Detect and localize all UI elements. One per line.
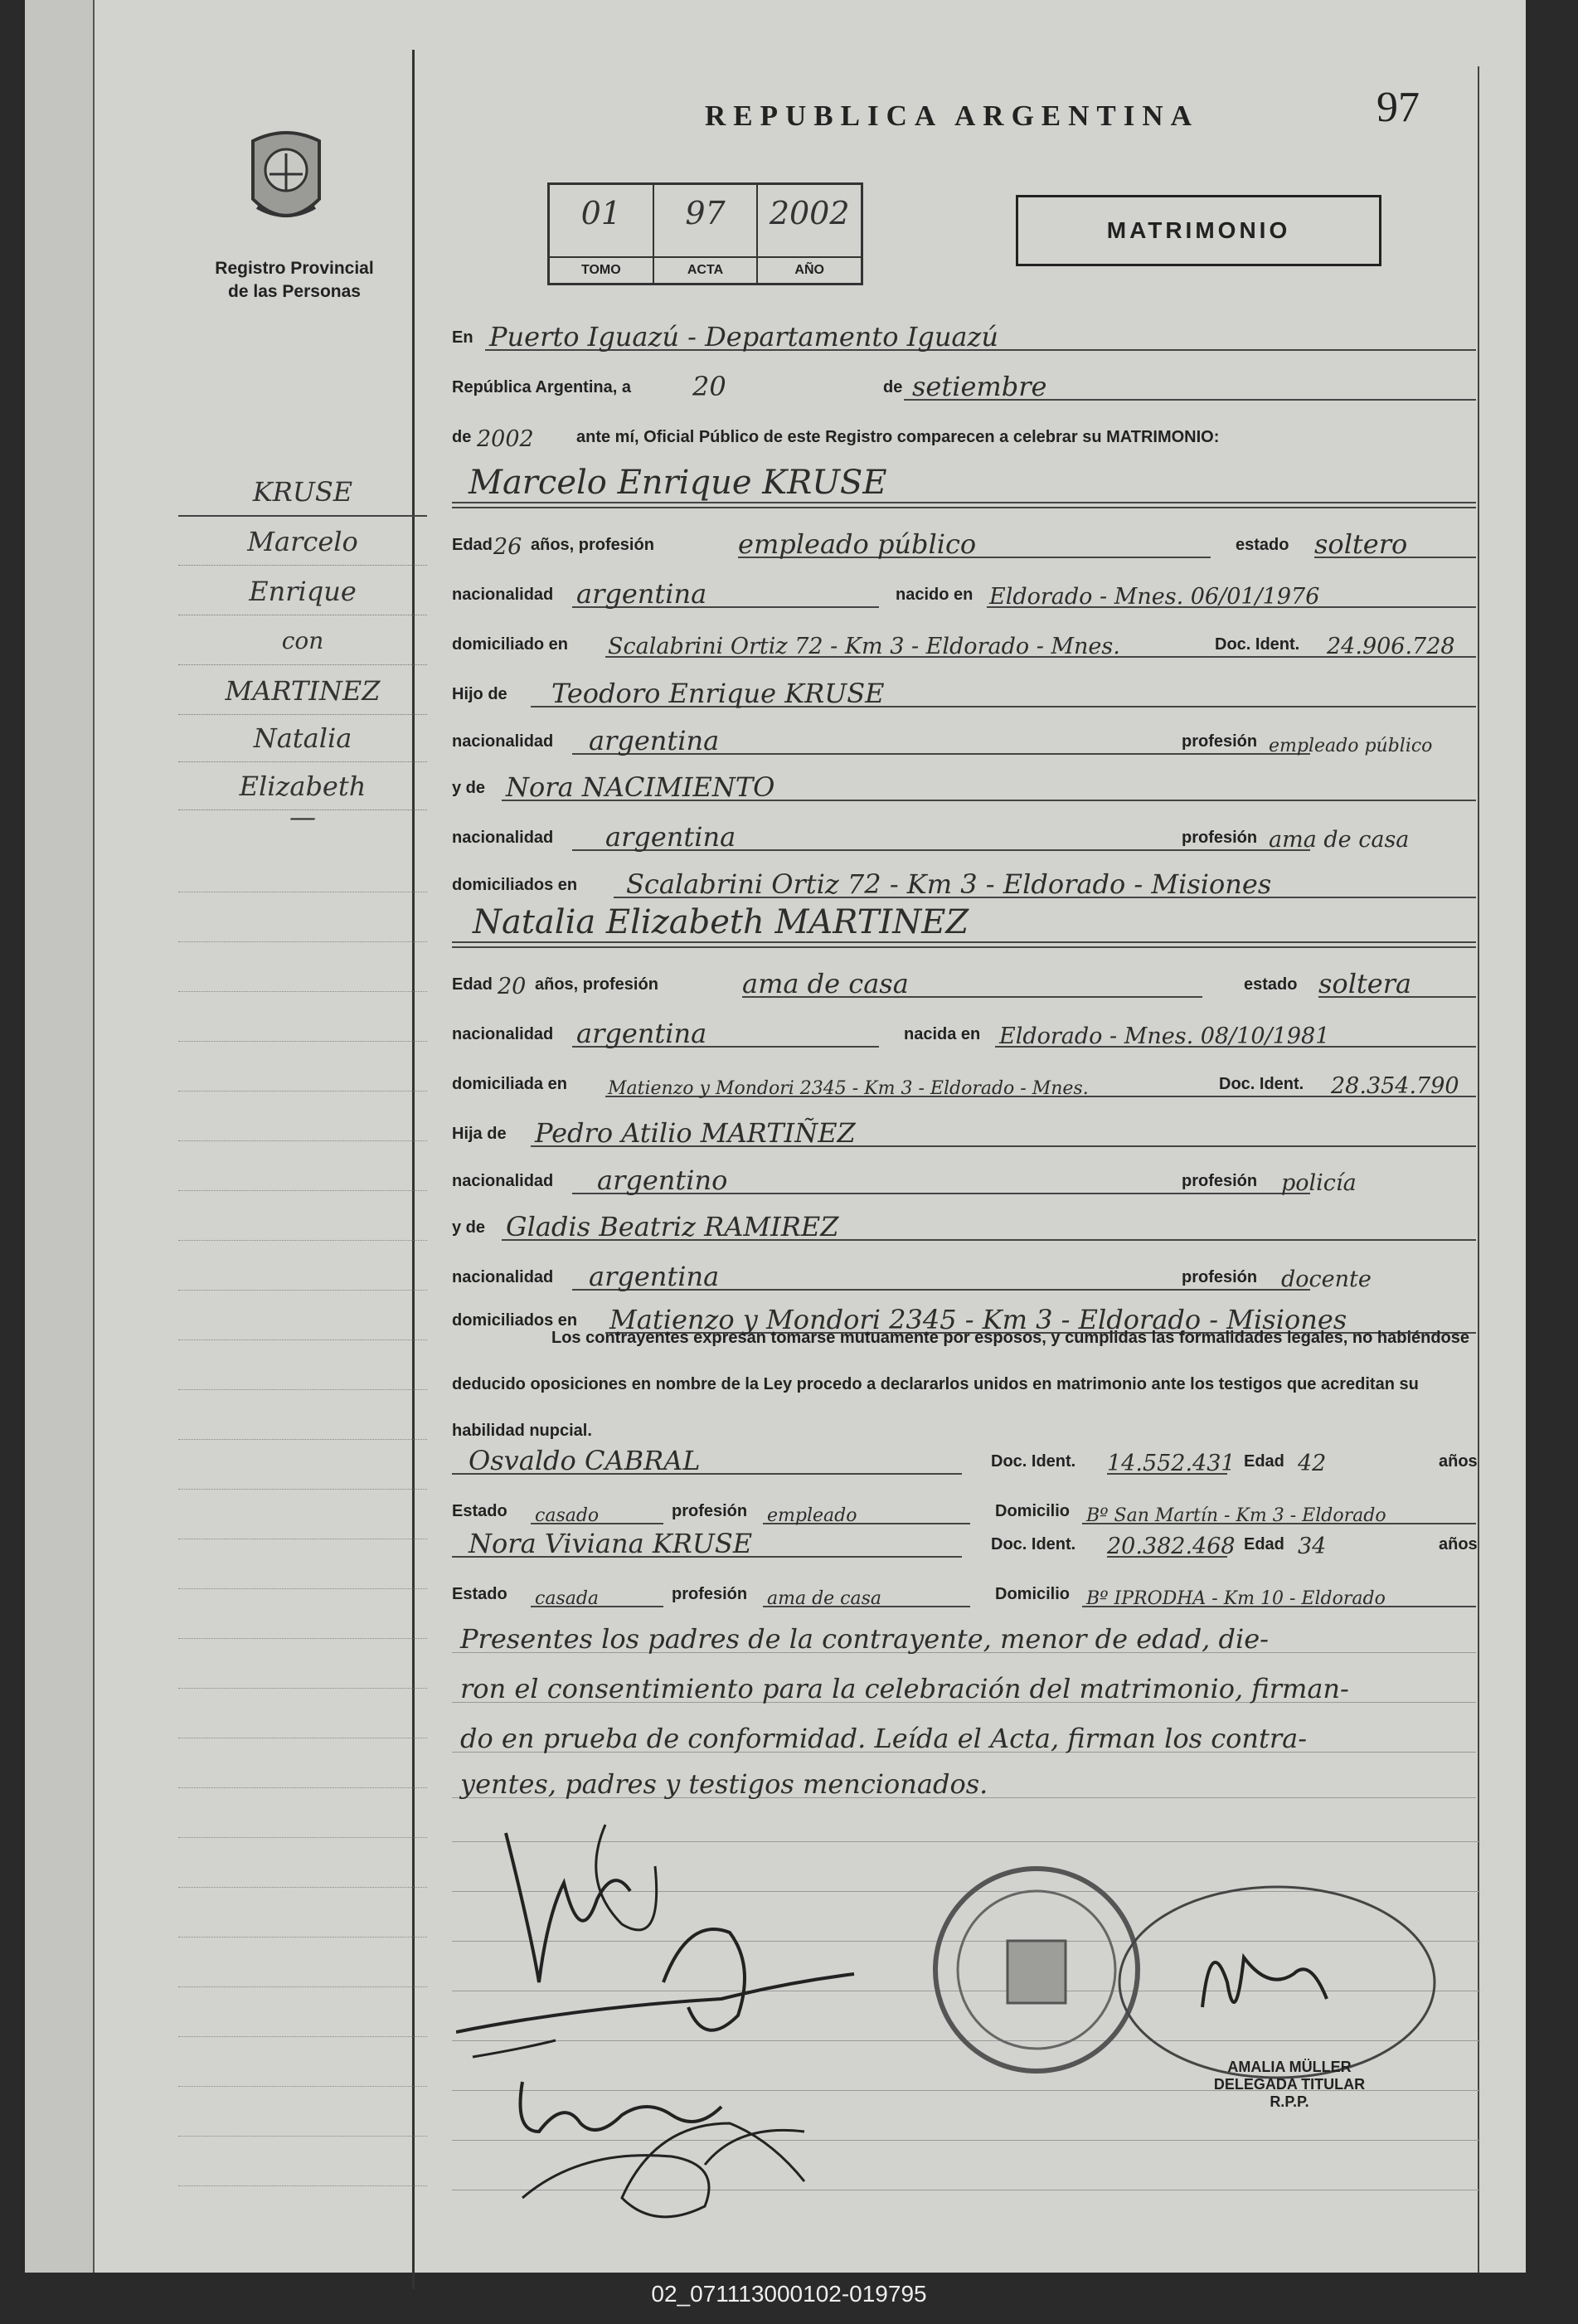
edad-label: Edad	[1244, 1535, 1284, 1553]
doc-label: Doc. Ident.	[1215, 635, 1300, 654]
nacida-label: nacida en	[904, 1025, 981, 1043]
bride-birth: Eldorado - Mnes. 08/10/1981	[999, 1023, 1330, 1049]
margin-dotline	[178, 991, 427, 993]
groom-mother: Nora NACIMIENTO	[506, 771, 775, 803]
witness-1-name: Osvaldo CABRAL	[469, 1445, 701, 1476]
margin-note: Enrique	[178, 568, 427, 615]
acta-cell	[654, 185, 759, 283]
book-spine	[25, 0, 95, 2273]
domiciliado-label: domiciliado en	[452, 635, 569, 654]
declaration-text: ante mí, Oficial Público de este Registro comparecen a celebrar su MATRIMONIO:	[576, 428, 1220, 446]
official-name: AMALIA MÜLLER	[1227, 2059, 1352, 2075]
anios-label: años, profesión	[531, 536, 654, 554]
official-block	[1186, 2059, 1393, 2111]
bride-mother-row	[452, 1201, 1476, 1247]
republica-label: República Argentina, a	[452, 378, 631, 396]
groom-father-row	[452, 668, 1476, 714]
tomo-cell	[550, 185, 654, 283]
groom-birth: Eldorado - Mnes. 06/01/1976	[989, 584, 1320, 610]
bride-nationality-row	[452, 1008, 1476, 1054]
registry-line-1: Registro Provincial	[215, 259, 374, 278]
groom-mother-nationality: argentina	[605, 821, 736, 853]
margin-note: con	[178, 618, 427, 665]
note-row	[452, 1613, 1476, 1660]
month-value: setiembre	[912, 371, 1047, 402]
registry-line-2: de las Personas	[228, 282, 361, 301]
bride-father-nat-row	[452, 1155, 1476, 1201]
hijo-de-label: Hijo de	[452, 685, 507, 703]
provincial-seal-icon	[236, 124, 336, 232]
margin-note: —	[289, 801, 316, 833]
edad-label: Edad	[1244, 1452, 1284, 1471]
margin-dotline	[178, 2136, 427, 2137]
bride-name: Natalia Elizabeth MARTINEZ	[473, 903, 969, 941]
anio-cell	[758, 185, 861, 283]
bride-parents-address: Matienzo y Mondori 2345 - Km 3 - Eldorado - Misiones	[609, 1304, 1347, 1335]
bride-father: Pedro Atilio MARTIÑEZ	[535, 1117, 856, 1149]
domiciliados-label: domiciliados en	[452, 1311, 578, 1330]
margin-dotline	[178, 1738, 427, 1739]
nacionalidad-label: nacionalidad	[452, 1025, 554, 1043]
groom-parents-address: Scalabrini Ortiz 72 - Km 3 - Eldorado - Misiones	[626, 868, 1272, 900]
bride-father-profession: policía	[1281, 1170, 1357, 1196]
acta-label: ACTA	[654, 256, 757, 283]
groom-age: 26	[493, 534, 522, 560]
witness-2-name: Nora Viviana KRUSE	[469, 1528, 753, 1559]
witness-2-detail-row	[452, 1568, 1476, 1614]
witness-1-status: casado	[535, 1505, 600, 1526]
nacionalidad-label: nacionalidad	[452, 829, 554, 847]
margin-dotline	[178, 1837, 427, 1839]
groom-civil-status: soltero	[1314, 528, 1408, 560]
bride-civil-status: soltera	[1318, 968, 1412, 999]
margin-dotline	[178, 1638, 427, 1640]
anios-label: años	[1439, 1452, 1478, 1471]
groom-nationality: argentina	[576, 578, 707, 610]
profesion-label: profesión	[1182, 1172, 1258, 1190]
image-id: 02_071113000102-019795	[651, 2281, 927, 2307]
bride-age-row	[452, 958, 1476, 1004]
day-value: 20	[692, 371, 726, 402]
edad-label: Edad	[452, 536, 493, 554]
hija-de-label: Hija de	[452, 1125, 507, 1143]
margin-dotline	[178, 1240, 427, 1242]
profesion-label: profesión	[1182, 1268, 1258, 1286]
nacido-label: nacido en	[896, 586, 974, 604]
edad-label: Edad	[452, 975, 493, 994]
groom-address-row	[452, 618, 1476, 664]
domicilio-label: Domicilio	[995, 1502, 1071, 1520]
estado-label: estado	[1236, 536, 1289, 554]
groom-nationality-row	[452, 568, 1476, 615]
doc-label: Doc. Ident.	[991, 1535, 1076, 1553]
bride-father-row	[452, 1107, 1476, 1154]
bride-profession: ama de casa	[742, 968, 909, 999]
witness-2-profession: ama de casa	[767, 1588, 882, 1609]
margin-note: Marcelo	[178, 518, 427, 566]
witness-1-row	[452, 1435, 1476, 1481]
anios-label: años, profesión	[535, 975, 658, 994]
anio-value: 2002	[769, 195, 850, 231]
margin-dotline	[178, 1091, 427, 1092]
bride-mother-nationality: argentina	[589, 1261, 720, 1292]
margin-dotline	[178, 2036, 427, 2038]
groom-father-nat-row	[452, 715, 1476, 761]
margin-rule	[412, 50, 415, 2289]
place-row	[452, 311, 1476, 357]
place-value: Puerto Iguazú - Departamento Iguazú	[489, 321, 998, 352]
registry-page	[25, 0, 1526, 2273]
groom-father-nationality: argentina	[589, 725, 720, 756]
margin-note: Natalia	[178, 715, 427, 762]
witness-2-address: Bº IPRODHA - Km 10 - Eldorado	[1086, 1588, 1386, 1609]
groom-address: Scalabrini Ortiz 72 - Km 3 - Eldorado - Mnes.	[608, 634, 1120, 659]
witness-1-profession: empleado	[767, 1505, 857, 1526]
y-de-label: y de	[452, 1218, 486, 1237]
tomo-value: 01	[580, 195, 622, 231]
margin-dotline	[178, 1190, 427, 1192]
bride-age: 20	[498, 974, 527, 999]
nacionalidad-label: nacionalidad	[452, 1268, 554, 1286]
signatures-icon	[456, 1767, 954, 2231]
estado-label: Estado	[452, 1585, 507, 1603]
margin-dotline	[178, 1688, 427, 1690]
groom-mother-profession: ama de casa	[1269, 827, 1410, 853]
bride-nationality: argentina	[576, 1018, 707, 1049]
note-row	[452, 1713, 1476, 1759]
y-de-label: y de	[452, 779, 486, 797]
profesion-label: profesión	[672, 1585, 748, 1603]
margin-note: KRUSE	[178, 469, 427, 517]
margin-dotline	[178, 1489, 427, 1490]
domiciliada-label: domiciliada en	[452, 1075, 567, 1093]
doc-label: Doc. Ident.	[1219, 1075, 1304, 1093]
anios-label: años	[1439, 1535, 1478, 1553]
estado-label: estado	[1244, 975, 1298, 994]
groom-doc: 24.906.728	[1327, 634, 1455, 659]
en-label: En	[452, 328, 473, 347]
domicilio-label: Domicilio	[995, 1585, 1071, 1603]
statement-text: Los contrayentes expresan tomarse mutuamente por esposos, y cumplidas las formalidades legales, no habiéndose deducido oposiciones en nombre de la Ley procedo a declararlos unidos en matrimonio ante los testigos que acreditan su habilidad nupcial.	[452, 1329, 1470, 1440]
de-label: de	[452, 428, 472, 446]
nacionalidad-label: nacionalidad	[452, 586, 554, 604]
margin-dotline	[178, 941, 427, 943]
estado-label: Estado	[452, 1502, 507, 1520]
profesion-label: profesión	[1182, 829, 1258, 847]
bride-name-row	[452, 900, 1476, 946]
groom-father-profession: empleado público	[1269, 736, 1433, 756]
groom-name-row	[452, 460, 1476, 507]
bride-mother-profession: docente	[1281, 1267, 1372, 1292]
margin-dotline	[178, 1140, 427, 1142]
margin-dotline	[178, 1937, 427, 1938]
groom-father: Teodoro Enrique KRUSE	[551, 678, 885, 709]
anio-label: AÑO	[758, 256, 861, 283]
profesion-label: profesión	[672, 1502, 748, 1520]
margin-dotline	[178, 1986, 427, 1988]
margin-note: Elizabeth	[178, 763, 427, 810]
margin-dotline	[178, 1290, 427, 1291]
margin-dotline	[178, 1389, 427, 1391]
groom-profession: empleado público	[738, 528, 977, 560]
note-line: yentes, padres y testigos mencionados.	[460, 1768, 988, 1800]
document-type-box: MATRIMONIO	[1016, 195, 1381, 266]
official-title: DELEGADA TITULAR	[1213, 2076, 1366, 2093]
bride-mother: Gladis Beatriz RAMIREZ	[506, 1211, 839, 1242]
witness-1-age: 42	[1298, 1451, 1327, 1476]
groom-name: Marcelo Enrique KRUSE	[469, 464, 887, 502]
date-row	[452, 361, 1476, 407]
margin-dotline	[178, 2086, 427, 2088]
margin-dotline	[178, 1787, 427, 1789]
acta-value: 97	[685, 195, 726, 231]
bride-address: Matienzo y Mondori 2345 - Km 3 - Eldorado - Mnes.	[608, 1078, 1089, 1099]
nacionalidad-label: nacionalidad	[452, 1172, 554, 1190]
de-label: de	[883, 378, 903, 396]
bride-address-row	[452, 1057, 1476, 1104]
note-line: Presentes los padres de la contrayente, menor de edad, die-	[460, 1623, 1269, 1655]
witness-2-age: 34	[1298, 1534, 1327, 1559]
tomo-label: TOMO	[550, 256, 653, 283]
note-line: ron el consentimiento para la celebración del matrimonio, firman-	[460, 1673, 1349, 1704]
witness-1-doc: 14.552.431	[1107, 1451, 1236, 1476]
witness-1-address: Bº San Martín - Km 3 - Eldorado	[1086, 1505, 1386, 1526]
groom-mother-nat-row	[452, 811, 1476, 858]
margin-dotline	[178, 1588, 427, 1590]
margin-dotline	[178, 2185, 427, 2187]
margin-note: MARTINEZ	[178, 668, 427, 715]
note-line: do en prueba de conformidad. Leída el Acta, firman los contra-	[460, 1723, 1308, 1754]
folio-number: 97	[1377, 84, 1420, 131]
groom-mother-row	[452, 761, 1476, 808]
domiciliados-label: domiciliados en	[452, 876, 578, 894]
margin-dotline	[178, 1041, 427, 1043]
year-row	[452, 411, 1476, 457]
bride-doc: 28.354.790	[1331, 1073, 1459, 1099]
nacionalidad-label: nacionalidad	[452, 732, 554, 751]
doc-label: Doc. Ident.	[991, 1452, 1076, 1471]
registry-name	[182, 257, 406, 304]
note-row	[452, 1663, 1476, 1709]
margin-dotline	[178, 892, 427, 893]
year-value: 2002	[477, 426, 534, 452]
margin-dotline	[178, 1539, 427, 1540]
margin-dotline	[178, 1439, 427, 1441]
witness-2-status: casada	[535, 1588, 600, 1609]
witness-2-row	[452, 1518, 1476, 1564]
country-heading: REPUBLICA ARGENTINA	[705, 100, 1199, 132]
official-office: R.P.P.	[1270, 2093, 1309, 2110]
groom-age-row	[452, 518, 1476, 565]
record-number-box	[547, 182, 863, 285]
bride-mother-nat-row	[452, 1251, 1476, 1297]
profesion-label: profesión	[1182, 732, 1258, 751]
bride-father-nationality: argentino	[597, 1164, 728, 1196]
margin-dotline	[178, 1339, 427, 1341]
margin-dotline	[178, 1887, 427, 1889]
groom-parents-address-row	[452, 858, 1476, 905]
witness-2-doc: 20.382.468	[1107, 1534, 1236, 1559]
